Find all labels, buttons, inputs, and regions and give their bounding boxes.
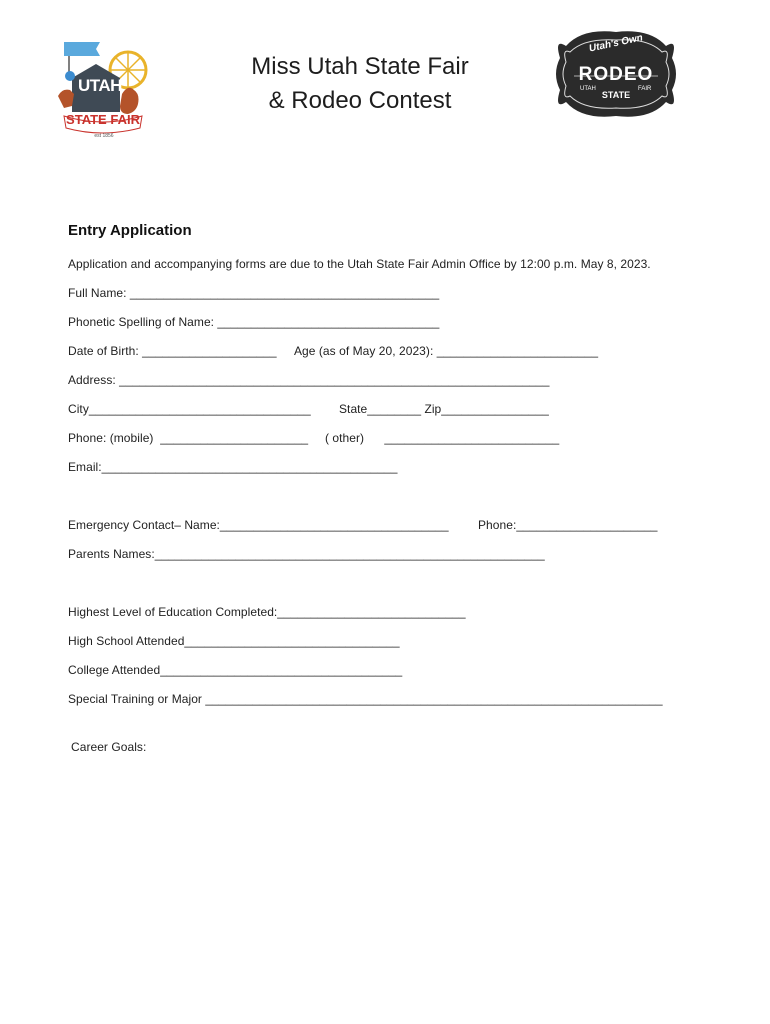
title-line-1: Miss Utah State Fair [251, 53, 469, 80]
phone-other-field[interactable]: ( other) __________________________ [325, 431, 560, 445]
logo-left-word1: UTAH [78, 76, 122, 95]
rodeo-logo-right: FAIR [638, 86, 652, 92]
page-title [200, 50, 520, 118]
address-field[interactable]: Address: ________________________________________________________________ [68, 373, 550, 387]
rodeo-logo-top: Utah's Own [588, 32, 644, 55]
parents-names-field[interactable]: Parents Names:__________________________________________________________ [68, 547, 545, 561]
full-name-field[interactable]: Full Name: ______________________________________________ [68, 286, 440, 300]
emergency-phone-field[interactable]: Phone:_____________________ [478, 518, 658, 532]
college-field[interactable]: College Attended____________________________________ [68, 663, 403, 677]
date-of-birth-field[interactable]: Date of Birth: ____________________ [68, 344, 277, 358]
rodeo-logo-bottom: STATE [601, 90, 631, 100]
career-goals-label: Career Goals: [71, 740, 147, 754]
education-level-field[interactable]: Highest Level of Education Completed:____________________________ [68, 605, 466, 619]
phone-mobile-field[interactable]: Phone: (mobile) ______________________ [68, 431, 309, 445]
age-field[interactable]: Age (as of May 20, 2023): ________________________ [294, 344, 599, 358]
rodeo-logo [552, 28, 680, 120]
logo-left-word2: STATE FAIR [66, 112, 140, 127]
special-training-field[interactable]: Special Training or Major ____________________________________________________________________ [68, 692, 663, 706]
utah-state-fair-logo [52, 36, 152, 144]
rodeo-logo-main: RODEO [578, 64, 654, 85]
intro-text: Application and accompanying forms are due to the Utah State Fair Admin Office by 12:00 p.m. May 8, 2023. [68, 257, 651, 271]
city-field[interactable]: City_________________________________ [68, 402, 311, 416]
phonetic-name-field[interactable]: Phonetic Spelling of Name: _________________________________ [68, 315, 440, 329]
email-field[interactable]: Email:____________________________________________ [68, 460, 398, 474]
logo-left-tagline: est 1856 [94, 133, 114, 139]
rodeo-logo-left: UTAH [580, 86, 596, 92]
high-school-field[interactable]: High School Attended________________________________ [68, 634, 400, 648]
form-heading: Entry Application [68, 222, 192, 239]
state-zip-field[interactable]: State________ Zip________________ [339, 402, 549, 416]
emergency-contact-field[interactable]: Emergency Contact– Name:__________________________________ [68, 518, 449, 532]
title-line-2: & Rodeo Contest [268, 87, 452, 114]
